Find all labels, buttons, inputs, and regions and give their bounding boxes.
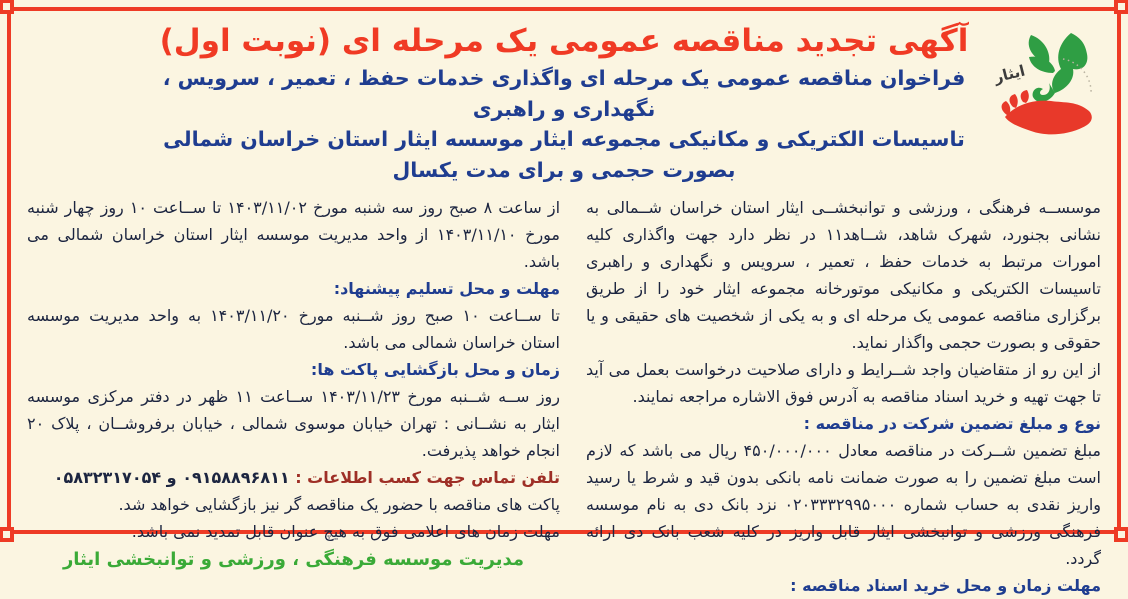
ad-title: آگهی تجدید مناقصه عمومی یک مرحله ای (نوبت اول) bbox=[123, 21, 1005, 63]
ad-subtitle-line1: فراخوان مناقصه عمومی یک مرحله ای واگذاری خدمات حفظ ، تعمیر ، سرویس ، نگهداری و راهبری bbox=[123, 63, 1005, 125]
phone-label: تلفن تماس جهت کسب اطلاعات : bbox=[295, 468, 560, 487]
main-column bbox=[586, 194, 1101, 599]
ad-header bbox=[27, 21, 1101, 186]
purchase-time-paragraph: از ساعت ۸ صبح روز سه شنبه مورخ ۱۴۰۳/۱۱/۰۲ تا ســاعت ۱۰ روز چهار شنبه مورخ ۱۴۰۳/۱۱/۱۰ از واحد مدیریت موسسه ایثار استان خراسان شمالی می باشد. bbox=[27, 194, 560, 275]
isar-logo bbox=[999, 31, 1103, 149]
invitation-paragraph: از این رو از متقاضیان واجد شــرایط و دارای صلاحیت درخواست بعمل می آید تا جهت تهیه و خرید اسناد مناقصه به آدرس فوق الاشاره مراجعه نمایند. bbox=[586, 356, 1101, 410]
side-column bbox=[27, 194, 560, 576]
phone-numbers: ۰۹۱۵۸۸۹۶۸۱۱ و ۰۵۸۳۲۳۱۷۰۵۴ bbox=[54, 468, 290, 487]
note-opening: پاکت های مناقصه با حضور یک مناقصه گر نیز بازگشایی خواهد شد. bbox=[27, 491, 560, 518]
submit-heading: مهلت و محل تسلیم پیشنهاد: bbox=[27, 275, 560, 302]
opening-heading: زمان و محل بازگشایی پاکت ها: bbox=[27, 356, 560, 383]
purchase-docs-heading: مهلت زمان و محل خرید اسناد مناقصه : bbox=[586, 572, 1101, 599]
submit-paragraph: تا ســاعت ۱۰ صبح روز شــنبه مورخ ۱۴۰۳/۱۱/۲۰ به واحد مدیریت موسسه استان خراسان شمالی می باشد. bbox=[27, 302, 560, 356]
guarantee-paragraph: مبلغ تضمین شــرکت در مناقصه معادل ۴۵۰/۰۰۰/۰۰۰ ریال می باشد که لازم است مبلغ تضمین را به صورت ضمانت نامه بانکی بدون قید و شرط یا رسید واریز نقدی به حساب شماره ۰۲۰۳۳۳۲۹۹۵۰۰۰ نزد بانک دی به نام موسسه فرهنگی ورزشی و توانبخشی ایثار قابل واریز در کلیه شعب بانک دی ارائه گردد. bbox=[586, 437, 1101, 572]
isar-logo-wordmark: ایثار bbox=[992, 61, 1027, 86]
opening-paragraph: روز ســه شــنبه مورخ ۱۴۰۳/۱۱/۲۳ ســاعت ۱۱ ظهر در دفتر مرکزی موسسه ایثار به نشــانی : تهران خیابان موسوی شمالی ، خیابان برفروشــان ، پلاک ۲۰ انجام خواهد پذیرفت. bbox=[27, 383, 560, 464]
note-deadline: مهلت زمان های اعلامی فوق به هیچ عنوان قابل تمدید نمی باشد. bbox=[27, 518, 560, 545]
signature: مدیریت موسسه فرهنگی ، ورزشی و توانبخشی ایثار bbox=[27, 545, 560, 575]
ad-body-columns bbox=[27, 194, 1101, 599]
guarantee-heading: نوع و مبلغ تضمین شرکت در مناقصه : bbox=[586, 410, 1101, 437]
phone-line bbox=[27, 464, 560, 491]
ad-frame bbox=[7, 7, 1121, 534]
isar-logo-icon bbox=[999, 31, 1103, 149]
intro-paragraph: موسســه فرهنگی ، ورزشی و توانبخشــی ایثار استان خراسان شــمالی به نشانی بجنورد، شهرک شاهد، شــاهد۱۱ در نظر دارد جهت واگذاری کلیه امورات مرتبط به خدمات حفظ ، تعمیر ، سرویس و نگهداری و راهبری تاسیسات الکتریکی و مکانیکی موتورخانه مجموعه ایثار خود را از طریق برگزاری مناقصه عمومی یک مرحله ای و به یکی از شخصیت های حقیقی و یا حقوقی و بصورت حجمی واگذار نماید. bbox=[586, 194, 1101, 356]
ad-content bbox=[11, 11, 1117, 530]
ad-subtitle-line2: تاسیسات الکتریکی و مکانیکی مجموعه ایثار موسسه ایثار استان خراسان شمالی بصورت حجمی و برای مدت یکسال bbox=[123, 124, 1005, 186]
